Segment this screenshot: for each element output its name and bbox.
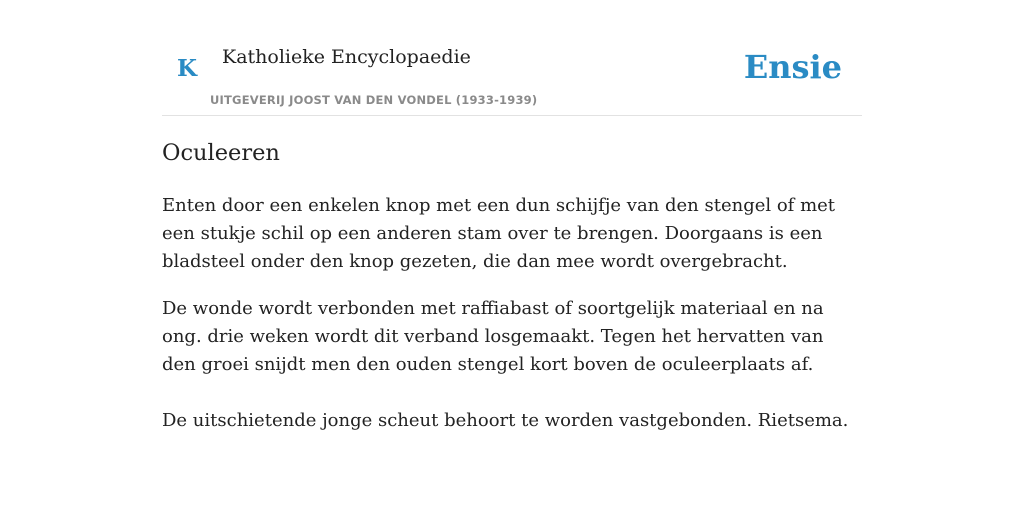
page-container — [162, 0, 862, 431]
ensie-brand-logo[interactable]: Ensie — [743, 48, 842, 86]
encyclopedia-title[interactable]: Katholieke Encyclopaedie — [222, 46, 471, 68]
site-header — [162, 0, 862, 116]
entry-paragraph: De wonde wordt verbonden met raffiabast of soortgelijk materiaal en na ong. drie weken wordt dit verband losgemaakt. Tegen het hervatten van den groei snijdt men den ouden stengel kort boven de oculeerplaats af. — [162, 298, 824, 375]
entry-paragraph: Enten door een enkelen knop met een dun schijfje van den stengel of met een stukje schil op een anderen stam over te brengen. Doorgaans is een bladsteel onder den knop gezeten, die dan mee wordt overgebracht. — [162, 195, 836, 272]
entry-title: Oculeeren — [162, 140, 280, 166]
encyclopedia-logo[interactable]: K — [177, 55, 197, 82]
entry-paragraph: De uitschietende jonge scheut behoort te worden vastgebonden. Rietsema. — [162, 410, 849, 431]
publisher-subtitle: UITGEVERIJ JOOST VAN DEN VONDEL (1933-1939) — [210, 93, 538, 107]
